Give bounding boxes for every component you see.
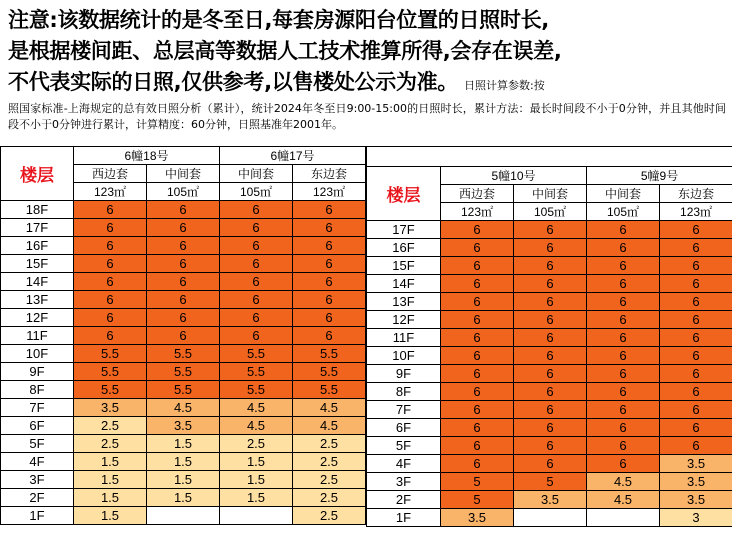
- sunlight-hours-cell: 6: [587, 239, 660, 257]
- floor-label: 9F: [1, 363, 74, 381]
- table-row: [367, 419, 732, 437]
- sunlight-hours-cell: 6: [74, 309, 147, 327]
- sunlight-hours-cell: 6: [587, 221, 660, 239]
- sunlight-hours-cell: 4.5: [293, 417, 366, 435]
- sunlight-hours-cell: 1.5: [74, 453, 147, 471]
- sunlight-hours-cell: 6: [514, 221, 587, 239]
- area-header: 123㎡: [74, 183, 147, 201]
- sunlight-hours-cell: 6: [147, 201, 220, 219]
- notice-line-1: 注意:该数据统计的是冬至日,每套房源阳台位置的日照时长,: [8, 8, 549, 32]
- area-header: 123㎡: [660, 203, 732, 221]
- sunlight-hours-cell: 6: [660, 257, 732, 275]
- sunlight-hours-cell: 3.5: [514, 491, 587, 509]
- floor-label: 7F: [1, 399, 74, 417]
- floor-label: 2F: [367, 491, 441, 509]
- table-row: [1, 471, 366, 489]
- sunlight-hours-cell: 1.5: [220, 471, 293, 489]
- sunlight-hours-cell: 6: [147, 273, 220, 291]
- floor-label: 18F: [1, 201, 74, 219]
- floor-label: 5F: [1, 435, 74, 453]
- notice-line-3-text: 不代表实际的日照,仅供参考,以售楼处公示为准。: [8, 70, 459, 94]
- sunlight-hours-cell: 6: [441, 401, 514, 419]
- unit-header: 中间套: [220, 165, 293, 183]
- floor-label: 1F: [367, 509, 441, 527]
- sunlight-hours-cell: 3.5: [441, 509, 514, 527]
- sunlight-hours-cell: 6: [441, 221, 514, 239]
- sunlight-table-left: [0, 146, 366, 525]
- sunlight-hours-cell: 2.5: [293, 507, 366, 525]
- floor-label: 6F: [1, 417, 74, 435]
- table-row: [1, 327, 366, 345]
- building-header-row: [367, 167, 732, 185]
- sunlight-hours-cell: 6: [220, 201, 293, 219]
- sunlight-hours-cell: 6: [293, 201, 366, 219]
- sunlight-hours-cell: 5.5: [74, 345, 147, 363]
- floor-label: 14F: [367, 275, 441, 293]
- sunlight-hours-cell: 6: [293, 237, 366, 255]
- sunlight-hours-cell: 6: [587, 419, 660, 437]
- floor-label: 1F: [1, 507, 74, 525]
- area-header: 123㎡: [293, 183, 366, 201]
- table-row: [367, 401, 732, 419]
- floor-label: 4F: [1, 453, 74, 471]
- sunlight-hours-cell: 6: [514, 347, 587, 365]
- floor-label: 8F: [367, 383, 441, 401]
- table-row: [1, 291, 366, 309]
- table-row: [1, 381, 366, 399]
- floor-label: 8F: [1, 381, 74, 399]
- sunlight-hours-cell: 5.5: [293, 363, 366, 381]
- sunlight-hours-cell: 5.5: [147, 363, 220, 381]
- sunlight-hours-cell: 6: [587, 365, 660, 383]
- sunlight-hours-cell: 6: [293, 291, 366, 309]
- sunlight-hours-cell: 2.5: [74, 435, 147, 453]
- sunlight-hours-cell: 6: [74, 255, 147, 273]
- floor-header: 楼层: [367, 167, 441, 221]
- table-row: [367, 509, 732, 527]
- sunlight-hours-cell: 6: [441, 347, 514, 365]
- sunlight-hours-cell: [220, 507, 293, 525]
- floor-label: 5F: [367, 437, 441, 455]
- sunlight-hours-cell: 6: [660, 239, 732, 257]
- sunlight-hours-cell: [587, 509, 660, 527]
- sunlight-hours-cell: 6: [74, 237, 147, 255]
- header-spacer: [367, 147, 732, 167]
- floor-label: 13F: [367, 293, 441, 311]
- sunlight-hours-cell: 2.5: [74, 417, 147, 435]
- sunlight-hours-cell: 6: [293, 327, 366, 345]
- sunlight-hours-cell: 6: [587, 455, 660, 473]
- sunlight-hours-cell: 6: [293, 273, 366, 291]
- sunlight-hours-cell: 6: [220, 255, 293, 273]
- table-row: [367, 239, 732, 257]
- unit-header: 中间套: [514, 185, 587, 203]
- sunlight-hours-cell: 6: [441, 239, 514, 257]
- sunlight-hours-cell: 4.5: [587, 473, 660, 491]
- floor-label: 2F: [1, 489, 74, 507]
- floor-label: 4F: [367, 455, 441, 473]
- sunlight-hours-cell: 6: [441, 365, 514, 383]
- sunlight-hours-cell: 4.5: [147, 399, 220, 417]
- sunlight-hours-cell: 6: [587, 347, 660, 365]
- sunlight-hours-cell: 6: [441, 455, 514, 473]
- floor-label: 3F: [367, 473, 441, 491]
- table-row: [1, 489, 366, 507]
- table-row: [367, 257, 732, 275]
- sunlight-hours-cell: 5.5: [74, 381, 147, 399]
- floor-label: 17F: [1, 219, 74, 237]
- sunlight-hours-cell: 6: [147, 327, 220, 345]
- sunlight-hours-cell: 6: [660, 293, 732, 311]
- sunlight-hours-cell: 6: [514, 401, 587, 419]
- floor-label: 10F: [367, 347, 441, 365]
- table-row: [1, 453, 366, 471]
- sunlight-hours-cell: 6: [514, 257, 587, 275]
- sunlight-hours-cell: 1.5: [147, 471, 220, 489]
- sunlight-hours-cell: 6: [220, 237, 293, 255]
- table-row: [1, 237, 366, 255]
- sunlight-table-right-body: [367, 147, 732, 527]
- sunlight-hours-cell: 6: [587, 257, 660, 275]
- sunlight-hours-cell: 6: [587, 437, 660, 455]
- floor-label: 3F: [1, 471, 74, 489]
- sunlight-hours-cell: 2.5: [293, 471, 366, 489]
- sunlight-hours-cell: 6: [441, 293, 514, 311]
- sunlight-hours-cell: 2.5: [293, 435, 366, 453]
- floor-label: 15F: [1, 255, 74, 273]
- sunlight-hours-cell: 6: [293, 219, 366, 237]
- table-row: [367, 437, 732, 455]
- sunlight-hours-cell: 3.5: [660, 455, 732, 473]
- table-row: [1, 345, 366, 363]
- sunlight-hours-cell: 1.5: [147, 489, 220, 507]
- notice-line-3: [8, 67, 732, 101]
- notice-block: [0, 0, 732, 146]
- floor-label: 7F: [367, 401, 441, 419]
- sunlight-hours-cell: [514, 509, 587, 527]
- sunlight-hours-cell: 5.5: [74, 363, 147, 381]
- sunlight-hours-cell: 2.5: [293, 489, 366, 507]
- sunlight-hours-cell: 6: [293, 309, 366, 327]
- table-row: [1, 399, 366, 417]
- sunlight-hours-cell: 5.5: [147, 345, 220, 363]
- table-row: [1, 507, 366, 525]
- floor-label: 11F: [367, 329, 441, 347]
- sunlight-hours-cell: 3: [660, 509, 732, 527]
- table-row: [367, 491, 732, 509]
- sunlight-hours-cell: 6: [74, 201, 147, 219]
- sunlight-hours-cell: 3.5: [147, 417, 220, 435]
- sunlight-hours-cell: 6: [74, 291, 147, 309]
- building-header: 5幢10号: [441, 167, 587, 185]
- sunlight-hours-cell: 5.5: [220, 381, 293, 399]
- table-row: [367, 221, 732, 239]
- sunlight-hours-cell: 6: [660, 275, 732, 293]
- sunlight-hours-cell: 6: [514, 293, 587, 311]
- sunlight-hours-cell: 6: [220, 219, 293, 237]
- sunlight-hours-cell: 6: [587, 311, 660, 329]
- sunlight-hours-cell: 3.5: [660, 491, 732, 509]
- sunlight-hours-cell: 5: [441, 491, 514, 509]
- unit-header: 东边套: [660, 185, 732, 203]
- table-row: [367, 293, 732, 311]
- sunlight-hours-cell: 5.5: [293, 345, 366, 363]
- table-row: [1, 273, 366, 291]
- sunlight-hours-cell: 6: [147, 309, 220, 327]
- table-row: [367, 473, 732, 491]
- sunlight-hours-cell: 6: [514, 365, 587, 383]
- sunlight-hours-cell: 6: [74, 273, 147, 291]
- table-row: [367, 365, 732, 383]
- sunlight-hours-cell: 6: [660, 221, 732, 239]
- table-row: [1, 201, 366, 219]
- floor-label: 11F: [1, 327, 74, 345]
- sunlight-hours-cell: 6: [660, 401, 732, 419]
- params-label: 日照计算参数:按: [464, 79, 545, 92]
- sunlight-hours-cell: 2.5: [220, 435, 293, 453]
- table-row: [1, 435, 366, 453]
- floor-label: 16F: [1, 237, 74, 255]
- sunlight-table-right: [366, 146, 732, 527]
- building-header-row: [1, 147, 366, 165]
- sunlight-hours-cell: 1.5: [147, 435, 220, 453]
- area-header: 105㎡: [514, 203, 587, 221]
- unit-header: 西边套: [74, 165, 147, 183]
- sunlight-hours-cell: 6: [514, 275, 587, 293]
- sunlight-hours-cell: 1.5: [147, 453, 220, 471]
- unit-header: 西边套: [441, 185, 514, 203]
- sunlight-hours-cell: 6: [441, 257, 514, 275]
- sunlight-hours-cell: 6: [660, 437, 732, 455]
- sunlight-hours-cell: 5: [514, 473, 587, 491]
- sunlight-hours-cell: [147, 507, 220, 525]
- floor-label: 12F: [367, 311, 441, 329]
- sunlight-hours-cell: 6: [147, 219, 220, 237]
- header-spacer-row: [367, 147, 732, 167]
- sunlight-hours-cell: 6: [441, 311, 514, 329]
- sunlight-hours-cell: 5.5: [293, 381, 366, 399]
- sunlight-hours-cell: 1.5: [74, 507, 147, 525]
- sunlight-hours-cell: 6: [441, 437, 514, 455]
- table-row: [1, 417, 366, 435]
- sunlight-hours-cell: 6: [514, 383, 587, 401]
- table-row: [367, 329, 732, 347]
- building-header: 6幢18号: [74, 147, 220, 165]
- sunlight-hours-cell: 6: [587, 275, 660, 293]
- building-header: 5幢9号: [587, 167, 732, 185]
- area-header: 105㎡: [587, 203, 660, 221]
- building-header: 6幢17号: [220, 147, 366, 165]
- sunlight-hours-cell: 6: [587, 329, 660, 347]
- sunlight-hours-cell: 6: [220, 291, 293, 309]
- sunlight-hours-cell: 6: [74, 219, 147, 237]
- sunlight-hours-cell: 4.5: [293, 399, 366, 417]
- table-row: [367, 311, 732, 329]
- sunlight-table-left-body: [1, 147, 366, 525]
- sunlight-hours-cell: 6: [220, 273, 293, 291]
- sunlight-hours-cell: 6: [514, 437, 587, 455]
- sunlight-hours-cell: 6: [660, 419, 732, 437]
- sunlight-hours-cell: 6: [514, 419, 587, 437]
- unit-header: 中间套: [147, 165, 220, 183]
- unit-header: 中间套: [587, 185, 660, 203]
- floor-header: 楼层: [1, 147, 74, 201]
- sunlight-hours-cell: 3.5: [660, 473, 732, 491]
- sunlight-hours-cell: 6: [441, 329, 514, 347]
- sunlight-hours-cell: 5.5: [220, 345, 293, 363]
- sunlight-hours-cell: 6: [587, 401, 660, 419]
- sunlight-hours-cell: 6: [220, 327, 293, 345]
- notice-line-2: 是根据楼间距、总层高等数据人工技术推算所得,会存在误差,: [8, 39, 562, 63]
- floor-label: 10F: [1, 345, 74, 363]
- sunlight-hours-cell: 6: [441, 383, 514, 401]
- table-row: [1, 309, 366, 327]
- sunlight-hours-cell: 1.5: [74, 489, 147, 507]
- sunlight-hours-cell: 5: [441, 473, 514, 491]
- sunlight-hours-cell: 6: [514, 239, 587, 257]
- sunlight-hours-cell: 4.5: [220, 399, 293, 417]
- table-row: [1, 363, 366, 381]
- notice-heading: [0, 0, 732, 101]
- floor-label: 16F: [367, 239, 441, 257]
- sunlight-hours-cell: 4.5: [220, 417, 293, 435]
- sunlight-hours-cell: 6: [660, 329, 732, 347]
- table-row: [367, 455, 732, 473]
- table-row: [367, 347, 732, 365]
- table-row: [1, 219, 366, 237]
- sunlight-hours-cell: 3.5: [74, 399, 147, 417]
- sunlight-hours-cell: 6: [441, 419, 514, 437]
- floor-label: 13F: [1, 291, 74, 309]
- sunlight-hours-cell: 6: [514, 455, 587, 473]
- sunlight-hours-cell: 6: [660, 311, 732, 329]
- sunlight-hours-cell: 6: [660, 347, 732, 365]
- floor-label: 12F: [1, 309, 74, 327]
- sunlight-hours-cell: 2.5: [293, 453, 366, 471]
- sunlight-hours-cell: 1.5: [220, 489, 293, 507]
- sunlight-hours-cell: 6: [660, 365, 732, 383]
- sunlight-hours-cell: 1.5: [74, 471, 147, 489]
- floor-label: 6F: [367, 419, 441, 437]
- floor-label: 14F: [1, 273, 74, 291]
- params-text: 照国家标准-上海规定的总有效日照分析（累计），统计2024年冬至日9:00-15:00的日照时长，累计方法：最长时间段不小于0分钟，并且其他时间段不小于0分钟进行累计，计算精度：60分钟，日照基准年2001年。: [8, 102, 726, 131]
- sunlight-hours-cell: 6: [587, 293, 660, 311]
- table-row: [1, 255, 366, 273]
- sunlight-hours-cell: 6: [147, 255, 220, 273]
- sunlight-hours-cell: 6: [660, 383, 732, 401]
- area-header: 105㎡: [147, 183, 220, 201]
- floor-label: 17F: [367, 221, 441, 239]
- sunlight-hours-cell: 6: [74, 327, 147, 345]
- sunlight-hours-cell: 6: [514, 329, 587, 347]
- sunlight-hours-cell: 6: [147, 237, 220, 255]
- floor-label: 15F: [367, 257, 441, 275]
- area-header: 105㎡: [220, 183, 293, 201]
- sunlight-hours-cell: 5.5: [147, 381, 220, 399]
- floor-label: 9F: [367, 365, 441, 383]
- sunlight-hours-cell: 6: [441, 275, 514, 293]
- sunlight-hours-cell: 6: [147, 291, 220, 309]
- area-header: 123㎡: [441, 203, 514, 221]
- table-row: [367, 275, 732, 293]
- sunlight-hours-cell: 6: [220, 309, 293, 327]
- sunlight-hours-cell: 6: [514, 311, 587, 329]
- unit-header: 东边套: [293, 165, 366, 183]
- sunlight-hours-cell: 4.5: [587, 491, 660, 509]
- sunlight-hours-cell: 5.5: [220, 363, 293, 381]
- table-row: [367, 383, 732, 401]
- sunlight-hours-cell: 6: [587, 383, 660, 401]
- sunlight-hours-cell: 6: [293, 255, 366, 273]
- sunlight-hours-cell: 1.5: [220, 453, 293, 471]
